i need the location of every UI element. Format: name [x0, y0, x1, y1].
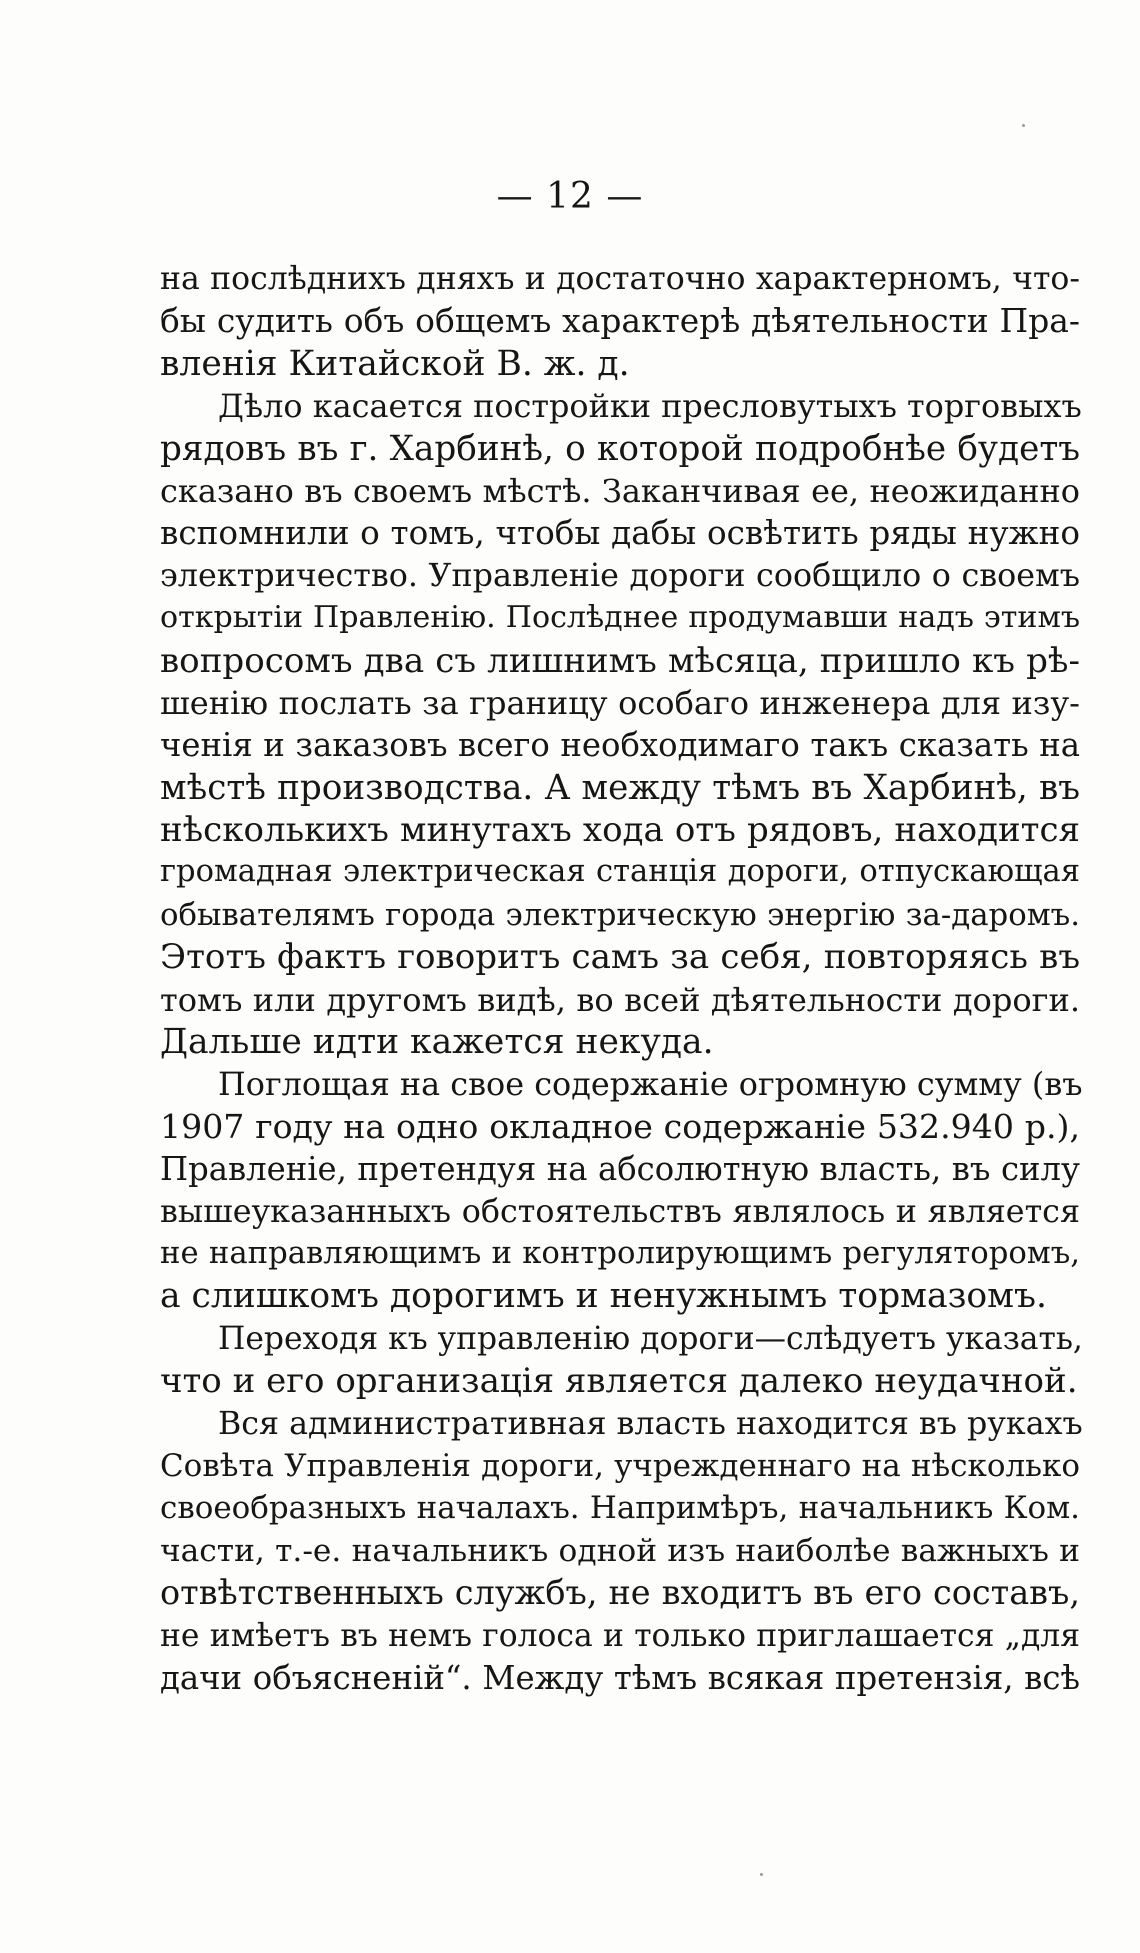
- paragraph: [160, 1063, 1083, 1317]
- text-line: Вся административная власть находится въ рукахъ: [218, 1405, 1083, 1442]
- paper-speck: [760, 1873, 763, 1876]
- text-line: 1907 году на одно окладное содержаніе 532.940 р.),: [160, 1106, 1080, 1146]
- text-line: мѣстѣ производства. А между тѣмъ въ Харбинѣ, въ: [160, 767, 1080, 808]
- text-line: электричество. Управленіе дороги сообщило о своемъ: [160, 557, 1080, 594]
- text-line: Правленіе, претендуя на абсолютную власть, въ силу: [160, 1150, 1080, 1189]
- text-line: Дальше идти кажется некуда.: [160, 1022, 714, 1063]
- text-line: нѣсколькихъ минутахъ хода отъ рядовъ, находится: [160, 810, 1080, 851]
- text-line: вленія Китайской В. ж. д.: [160, 343, 630, 384]
- text-line: на послѣднихъ дняхъ и достаточно характерномъ, что-: [160, 261, 1080, 297]
- text-line: обывателямъ города электрическую энергію за-даромъ.: [160, 896, 1080, 933]
- paragraph: [160, 1318, 1083, 1403]
- paragraph: [160, 385, 1080, 1063]
- page-number: — 12 —: [496, 176, 644, 217]
- text-line: что и его организація является далеко неудачной.: [160, 1361, 1078, 1402]
- text-line: открытіи Правленію. Послѣднее продумавши надъ этимъ: [160, 600, 1080, 636]
- text-line: Переходя къ управленію дороги—слѣдуетъ указать,: [218, 1320, 1083, 1357]
- text-line: рядовъ въ г. Харбинѣ, о которой подробнѣе будетъ: [160, 428, 1080, 469]
- text-line: отвѣтственныхъ службъ, не входитъ въ его составъ,: [160, 1573, 1080, 1613]
- text-line: Поглощая на свое содержаніе огромную сумму (въ: [218, 1065, 1083, 1104]
- text-line: вышеуказанныхъ обстоятельствъ являлось и является: [160, 1193, 1080, 1230]
- text-line: своеобразныхъ началахъ. Напримѣръ, начальникъ Ком.: [160, 1490, 1080, 1527]
- text-line: не имѣетъ въ немъ голоса и только приглашается „для: [160, 1617, 1080, 1654]
- text-line: дачи объясненій“. Между тѣмъ всякая претензія, всѣ: [160, 1658, 1080, 1697]
- text-line: ченія и заказовъ всего необходимаго такъ сказать на: [160, 726, 1080, 765]
- text-line: вопросомъ два съ лишнимъ мѣсяца, пришло къ рѣ-: [160, 640, 1080, 681]
- body-text: [160, 258, 1083, 1699]
- text-line: сказано въ своемъ мѣстѣ. Заканчивая ее, неожиданно: [160, 471, 1080, 510]
- paragraph: [160, 258, 1080, 385]
- text-line: Совѣта Управленія дороги, учрежденнаго на нѣсколько: [160, 1447, 1080, 1484]
- text-line: Дѣло касается постройки пресловутыхъ торговыхъ: [218, 387, 1082, 426]
- text-line: части, т.-е. начальникъ одной изъ наиболѣе важныхъ и: [160, 1532, 1080, 1569]
- paragraph: [160, 1403, 1083, 1700]
- text-line: шенію послать за границу особаго инженера для изу-: [160, 683, 1080, 722]
- text-line: бы судить объ общемъ характерѣ дѣятельности Пра-: [160, 301, 1080, 341]
- text-line: не направляющимъ и контролирующимъ регуляторомъ,: [160, 1235, 1080, 1271]
- text-line: томъ или другомъ видѣ, во всей дѣятельности дороги.: [160, 980, 1080, 1019]
- text-line: а слишкомъ дорогимъ и ненужнымъ тормазомъ.: [160, 1276, 1047, 1317]
- paper-speck: [1022, 124, 1025, 127]
- text-line: громадная электрическая станція дороги, отпускающая: [160, 854, 1080, 890]
- text-line: Этотъ фактъ говоритъ самъ за себя, повторяясь въ: [160, 937, 1080, 978]
- text-line: вспомнили о томъ, чтобы дабы освѣтить ряды нужно: [160, 514, 1080, 553]
